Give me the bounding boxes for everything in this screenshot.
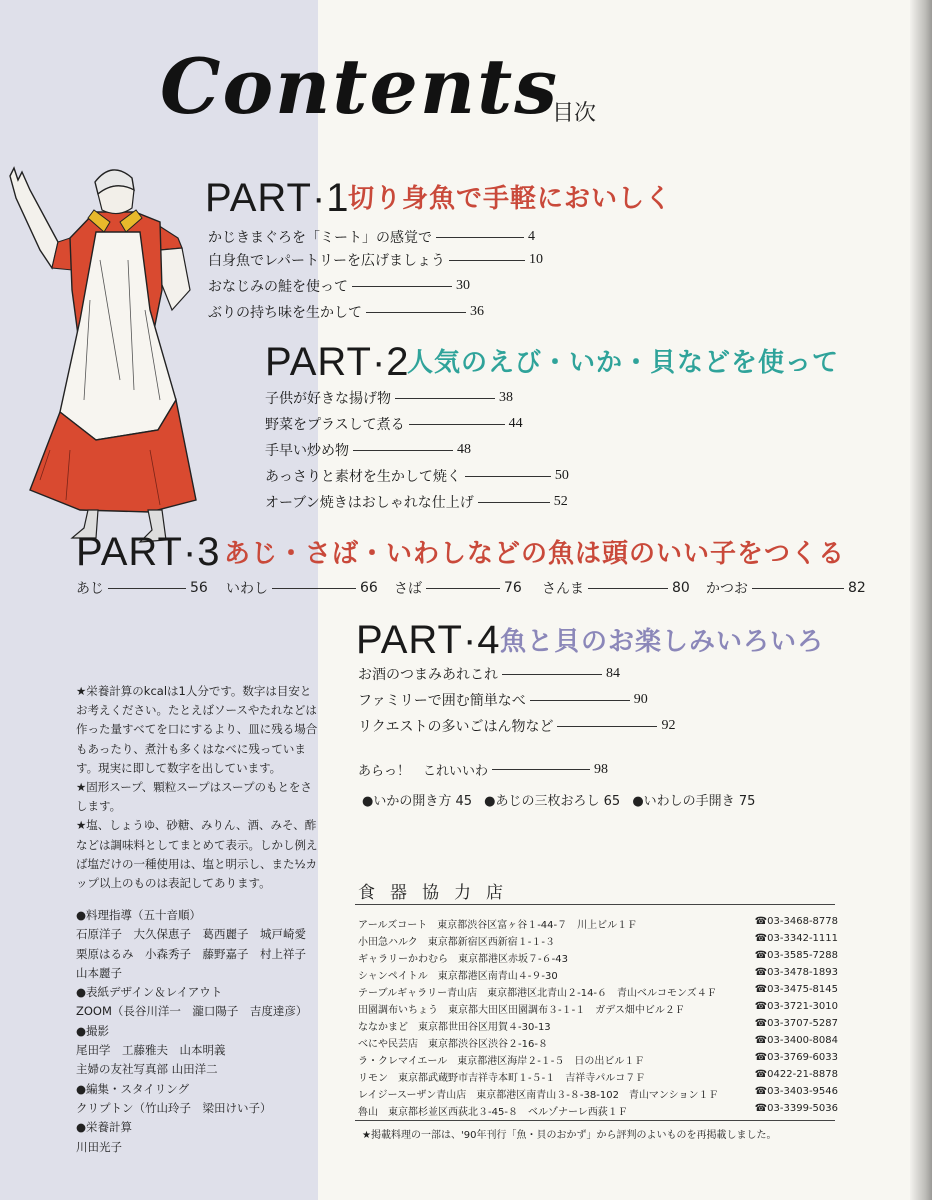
divider	[355, 904, 835, 905]
toc-entry-text: さば	[394, 581, 422, 597]
part1-label: PART·1	[205, 176, 350, 220]
toc-entry-text: いわし	[226, 581, 268, 597]
credit-line: ●料理指導（五十音順）	[76, 908, 202, 922]
toc-entry-text: おなじみの鮭を使って	[208, 279, 348, 295]
credit-line: 川田光子	[76, 1139, 122, 1154]
shop-name: ラ・クレマイエール 東京都港区海岸２-１-５ 日の出ビル１Ｆ	[358, 1056, 645, 1067]
leader-line	[449, 260, 525, 261]
shop-phone: ☎03-3478-1893	[754, 967, 838, 978]
part4-title: 魚と貝のお楽しみいろいろ	[500, 627, 825, 657]
shop-row	[358, 984, 838, 1001]
toc-entry[interactable]	[706, 578, 866, 598]
toc-entry-page: 52	[553, 494, 568, 509]
leader-line	[478, 502, 550, 503]
toc-entry-text: リクエストの多いごはん物など	[358, 719, 554, 735]
shop-phone: ☎03-3342-1111	[754, 933, 838, 944]
shop-row	[358, 950, 838, 967]
toc-entry[interactable]	[358, 664, 620, 684]
leader-line	[409, 424, 505, 425]
toc-entry[interactable]	[265, 440, 471, 460]
shop-row	[358, 1052, 838, 1069]
shop-row	[358, 1018, 838, 1035]
credit-line: クリプトン（竹山玲子 梁田けい子）	[76, 1100, 272, 1115]
leader-line	[465, 476, 551, 477]
credit-line: ●表紙デザイン＆レイアウト	[76, 985, 223, 1000]
leader-line	[752, 588, 844, 589]
nutrition-notes	[76, 682, 321, 893]
toc-entry-text: ぶりの持ち味を生かして	[208, 305, 362, 321]
toc-entry-page: 56	[190, 580, 208, 596]
toc-entry-page: 98	[594, 761, 609, 777]
toc-entry-page: 38	[499, 390, 513, 405]
shop-name: ななかまど 東京都世田谷区用賀４-30-13	[358, 1022, 551, 1033]
toc-entry[interactable]	[208, 227, 535, 247]
shop-name: テーブルギャラリー青山店 東京都港区北青山２-14-６ 青山ベルコモンズ４Ｆ	[358, 988, 717, 999]
shop-row	[358, 916, 838, 933]
leader-line	[530, 700, 630, 701]
toc-entry[interactable]	[208, 250, 543, 270]
shop-phone: ☎03-3585-7288	[754, 950, 838, 961]
toc-entry[interactable]	[226, 578, 378, 598]
toc-entry-page: 76	[504, 580, 522, 596]
credit-line: ●栄養計算	[76, 1120, 133, 1135]
toc-entry-page: 66	[360, 580, 378, 596]
shop-row	[358, 1001, 838, 1018]
toc-entry-text: お酒のつまみあれこれ	[358, 667, 498, 683]
toc-entry-page: 82	[848, 580, 866, 596]
technique-list	[362, 790, 763, 809]
shop-name: レイジースーザン青山店 東京都港区南青山３-８-38-102 青山マンション１Ｆ	[358, 1090, 719, 1101]
shop-name: 魯山 東京都杉並区西荻北３-45-８ ベルゾナーレ西荻１Ｆ	[358, 1107, 628, 1118]
credit-line: 山本麗子	[76, 965, 122, 980]
note-paragraph: ★塩、しょうゆ、砂糖、みりん、酒、みそ、酢などは調味料としてまとめて表示。しかし例えば塩だけの一種使用は、塩と明示し、また½カップ以上のものは表記してあります。	[76, 818, 318, 891]
toc-entry-page: 30	[456, 278, 470, 293]
shop-name: 田園調布いちょう 東京都大田区田園調布３-１-１ ガデス畑中ビル２Ｆ	[358, 1005, 685, 1016]
part1-title: 切り身魚で手軽においしく	[348, 184, 673, 214]
shop-name: ギャラリーかわむら 東京都港区赤坂７-６-43	[358, 954, 568, 965]
housewife-illustration	[0, 150, 220, 550]
technique-item: ●あじの三枚おろし 65	[484, 794, 621, 809]
toc-entry[interactable]	[542, 578, 690, 598]
toc-entry[interactable]	[265, 492, 568, 512]
shop-phone: ☎03-3721-3010	[754, 1001, 838, 1012]
contents-title: Contents	[160, 42, 560, 131]
shop-name: シャンペイトル 東京都港区南青山４-９-30	[358, 971, 558, 982]
toc-entry-page: 80	[672, 580, 690, 596]
shop-phone: ☎03-3707-5287	[754, 1018, 838, 1029]
shop-row	[358, 1086, 838, 1103]
toc-entry-text: さんま	[542, 581, 584, 597]
shop-row	[358, 967, 838, 984]
toc-entry-page: 36	[470, 304, 484, 319]
shop-row	[358, 1069, 838, 1086]
toc-entry-page: 10	[529, 252, 544, 267]
shop-phone: ☎03-3475-8145	[754, 984, 838, 995]
leader-line	[588, 588, 668, 589]
toc-entry[interactable]	[208, 302, 484, 322]
shop-row	[358, 933, 838, 950]
leader-line	[436, 237, 524, 238]
toc-entry[interactable]	[208, 276, 470, 296]
leader-line	[352, 286, 452, 287]
shop-phone: ☎03-3399-5036	[754, 1103, 838, 1114]
toc-entry[interactable]	[265, 466, 569, 486]
note-paragraph: ★固形スープ、顆粒スープはスープのもとをさします。	[76, 780, 312, 814]
toc-entry[interactable]	[358, 690, 648, 710]
shop-row	[358, 1103, 838, 1120]
credit-line: ZOOM（長谷川洋一 瀧口陽子 吉度達彦）	[76, 1004, 308, 1019]
shop-phone: ☎03-3769-6033	[754, 1052, 838, 1063]
credits	[76, 906, 321, 1157]
toc-entry-text: 白身魚でレパートリーを広げましょう	[208, 253, 446, 269]
part2-title: 人気のえび・いか・貝などを使って	[407, 348, 840, 378]
shop-name: べにや民芸店 東京都渋谷区渋谷２-16-８	[358, 1039, 548, 1050]
shop-name: アールズコート 東京都渋谷区富ヶ谷１-44-７ 川上ビル１Ｆ	[358, 920, 638, 931]
credit-line: 主婦の友社写真部 山田洋二	[76, 1062, 218, 1077]
leader-line	[426, 588, 500, 589]
part3-entries	[76, 578, 864, 598]
part3-label: PART·3	[76, 530, 221, 574]
toc-entry-page: 48	[457, 442, 471, 457]
credit-line: ●撮影	[76, 1023, 110, 1038]
toc-entry[interactable]	[76, 578, 208, 598]
toc-entry-page: 50	[554, 468, 569, 483]
shop-phone: ☎03-3400-8084	[754, 1035, 838, 1046]
contents-title-jp: 目次	[552, 101, 597, 126]
shop-phone: ☎03-3468-8778	[754, 916, 838, 927]
toc-entry-text: あらっ！ これいいわ	[358, 764, 489, 779]
part2-label: PART·2	[265, 340, 410, 384]
credit-line: 尾田学 工藤雅夫 山本明義	[76, 1043, 226, 1058]
toc-entry-text: かじきまぐろを「ミート」の感覚で	[208, 230, 432, 246]
technique-item: ●いかの開き方 45	[362, 794, 473, 809]
part3-title: あじ・さば・いわしなどの魚は頭のいい子をつくる	[224, 539, 846, 569]
shop-phone: ☎03-3403-9546	[754, 1086, 838, 1097]
leader-line	[395, 398, 495, 399]
shops-heading: 食器協力店	[358, 883, 518, 903]
toc-entry-extra[interactable]	[358, 760, 608, 779]
page-spine-shadow	[910, 0, 932, 1200]
shop-name: リモン 東京都武蔵野市吉祥寺本町１-５-１ 吉祥寺パルコ７Ｆ	[358, 1073, 646, 1084]
toc-entry-text: 野菜をプラスして煮る	[265, 417, 405, 433]
toc-entry-text: かつお	[706, 581, 748, 597]
footnote: ★掲載料理の一部は、'90年刊行「魚・貝のおかず」から評判のよいものを再掲載しました。	[362, 1130, 777, 1141]
technique-item: ●いわしの手開き 75	[632, 794, 756, 809]
divider	[355, 1120, 835, 1121]
shop-row	[358, 1035, 838, 1052]
toc-entry-text: 子供が好きな揚げ物	[265, 391, 391, 407]
toc-entry-text: あじ	[76, 581, 104, 597]
shop-name: 小田急ハルク 東京都新宿区西新宿１-１-３	[358, 937, 556, 948]
toc-entry-page: 44	[508, 416, 523, 431]
note-paragraph: ★栄養計算のkcalは1人分です。数字は目安とお考えください。たとえばソースやたれなどは作った量すべてを口にするより、皿に残る場合もあったり、煮汁も多くはなべに残っています。現実に即して数字を出しています。	[76, 684, 318, 775]
leader-line	[492, 769, 590, 770]
leader-line	[502, 674, 602, 675]
toc-entry-text: あっさりと素材を生かして焼く	[265, 469, 461, 485]
toc-entry[interactable]	[394, 578, 522, 598]
credit-line: ●編集・スタイリング	[76, 1081, 190, 1096]
part4-label: PART·4	[356, 618, 501, 662]
toc-entry-page: 90	[633, 692, 648, 707]
leader-line	[366, 312, 466, 313]
leader-line	[353, 450, 453, 451]
toc-entry-text: 手早い炒め物	[265, 443, 349, 459]
credit-line: 栗原はるみ 小森秀子 藤野嘉子 村上祥子	[76, 946, 306, 961]
toc-entry[interactable]	[358, 716, 675, 736]
toc-entry[interactable]	[265, 414, 523, 434]
toc-entry-text: ファミリーで囲む簡単なべ	[358, 693, 526, 709]
credit-line: 石原洋子 大久保恵子 葛西麗子 城戸崎愛	[76, 927, 306, 942]
toc-entry[interactable]	[265, 388, 513, 408]
toc-entry-text: オーブン焼きはおしゃれな仕上げ	[265, 495, 474, 511]
shop-phone: ☎0422-21-8878	[754, 1069, 838, 1080]
toc-entry-page: 92	[661, 718, 676, 733]
leader-line	[108, 588, 186, 589]
toc-entry-page: 84	[606, 666, 620, 681]
leader-line	[272, 588, 356, 589]
leader-line	[557, 726, 657, 727]
toc-entry-page: 4	[528, 229, 535, 244]
